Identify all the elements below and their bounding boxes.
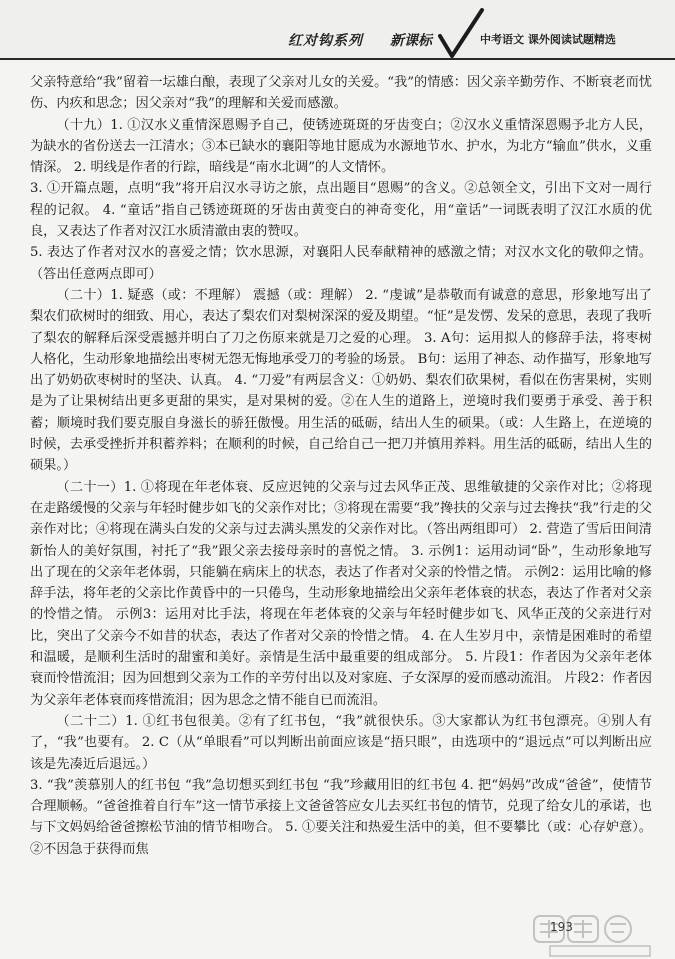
watermark-logo (530, 912, 670, 959)
answer-paragraph: （十九）1. ①汉水义重情深恩赐予自己，使锈迹斑斑的牙齿变白；②汉水义重情深恩赐予北方人民，为缺水的省份送去一江清水；③本已缺水的襄阳等地甘愿成为水源地节水、护水，为北方“输血”供水，义重情深。 2. 明线是作者的行踪，暗线是“南水北调”的人文情怀。 (30, 117, 652, 176)
answer-paragraph: 父亲特意给“我”留着一坛雄白酿，表现了父亲对儿女的关爱。“我”的情感：因父亲辛勤劳作、不断衰老而忧伤、内疚和思念；因父亲对“我”的理解和关爱而感激。 (30, 75, 652, 112)
answer-paragraph: 3. ①开篇点题，点明“我”将开启汉水寻访之旅，点出题目“恩赐”的含义。②总领全文，引出下文对一周行程的记叙。 4. “童话”指自己锈迹斑斑的牙齿由黄变白的神奇变化，用“童话”一词既表明了汉江水质的优良，又表达了作者对汉江水质清澈由衷的赞叹。 (30, 181, 652, 240)
series-subtitle: 新课标 (390, 33, 432, 49)
answer-paragraph: （二十）1. 疑惑（或：不理解） 震撼（或：理解） 2. “虔诚”是恭敬而有诚意的意思，形象地写出了梨农们砍树时的细致、用心，表达了梨农们对梨树深深的爱及期望。“怔”是发愣、发呆的意思，表现了我听了梨农的解释后深受震撼并明白了刀之伤原来就是刀之爱的心理。 3. A句：运用拟人的修辞手法，将枣树人格化，生动形象地描绘出枣树无怨无悔地承受刀的考验的场景。 B句：运用了神态、动作描写，形象地写出了奶奶砍枣树时的坚决、认真。 4. “刀爱”有两层含义：①奶奶、梨农们砍果树，看似在伤害果树，实则是为了让果树结出更多更甜的果实，是对果树的爱。②在人生的道路上，逆境时我们要勇于承受、善于积蓄；顺境时我们要克服自身滋长的骄狂傲慢。用生活的砥砺，结出人生的硕果。（或：人生路上，在逆境的时候，去承受挫折并积蓄养料；在顺利的时候，自己给自己一把刀并慎用养料。用生活的砥砺，结出人生的硕果。） (30, 287, 652, 474)
answer-text-block (30, 72, 652, 860)
page-header (0, 0, 675, 60)
answer-paragraph: 5. 表达了作者对汉水的喜爱之情；饮水思源，对襄阳人民奉献精神的感激之情；对汉水文化的敬仰之情。（答出任意两点即可） (30, 245, 652, 282)
answer-paragraph: （二十二）1. ①红书包很美。②有了红书包，“我”就很快乐。③大家都认为红书包漂亮。④别人有了，“我”也要有。 2. C（从“单眼看”可以判断出前面应该是“捂只眼”，由选项中的“退远点”可以判断出应该是先凑近后退远。） (30, 713, 652, 772)
checkmark-logo-icon (436, 6, 486, 60)
header-divider (0, 58, 675, 60)
series-name: 红对钩系列 (288, 33, 363, 49)
page-number: 193 (550, 920, 573, 934)
book-title: 中考语文 课外阅读试题精选 (480, 33, 616, 46)
answer-paragraph: （二十一）1. ①将现在年老体衰、反应迟钝的父亲与过去风华正茂、思维敏捷的父亲作对比；②将现在走路缓慢的父亲与年轻时健步如飞的父亲作对比；③将现在需要“我”搀扶的父亲与过去搀扶“我”行走的父亲作对比；④将现在满头白发的父亲与过去满头黑发的父亲作对比。（答出两组即可） 2. 营造了雪后田间清新怡人的美好氛围，衬托了“我”跟父亲去接母亲时的喜悦之情。 3. 示例1：运用动词“卧”，生动形象地写出了现在的父亲年老体弱，只能躺在病床上的状态，表达了作者对父亲的怜惜之情。 示例2：运用比喻的修辞手法，将年老的父亲比作黄昏中的一只倦鸟，生动形象地描绘出父亲年老体衰的状态，表达了作者对父亲的怜惜之情。 示例3：运用对比手法，将现在年老体衰的父亲与年轻时健步如飞、风华正茂的父亲进行对比，突出了父亲今不如昔的状态，表达了作者对父亲的怜惜之情。 4. 在人生岁月中，亲情是困难时的希望和温暖，是顺利生活时的甜蜜和美好。亲情是生活中最重要的组成部分。 5. 片段1：作者因为父亲年老体衰而怜惜流泪；因为回想到父亲为工作的辛劳付出以及对家庭、子女深厚的爱而感动流泪。 片段2：作者因为父亲年老体衰而疼惜流泪；因为思念之情不能自已而流泪。 (30, 479, 652, 708)
answer-paragraph: 3. “我”羡慕别人的红书包 “我”急切想买到红书包 “我”珍藏用旧的红书包 4. 把“妈妈”改成“爸爸”，使情节合理顺畅。“爸爸推着自行车”这一情节承接上文爸爸答应女儿去买红书包的情节，兑现了给女儿的承诺，也与下文妈妈给爸爸擦松节油的情节相吻合。 5. ①要关注和热爱生活中的美，但不要攀比（或：心存妒意）。②不因急于获得而焦 (30, 777, 652, 857)
